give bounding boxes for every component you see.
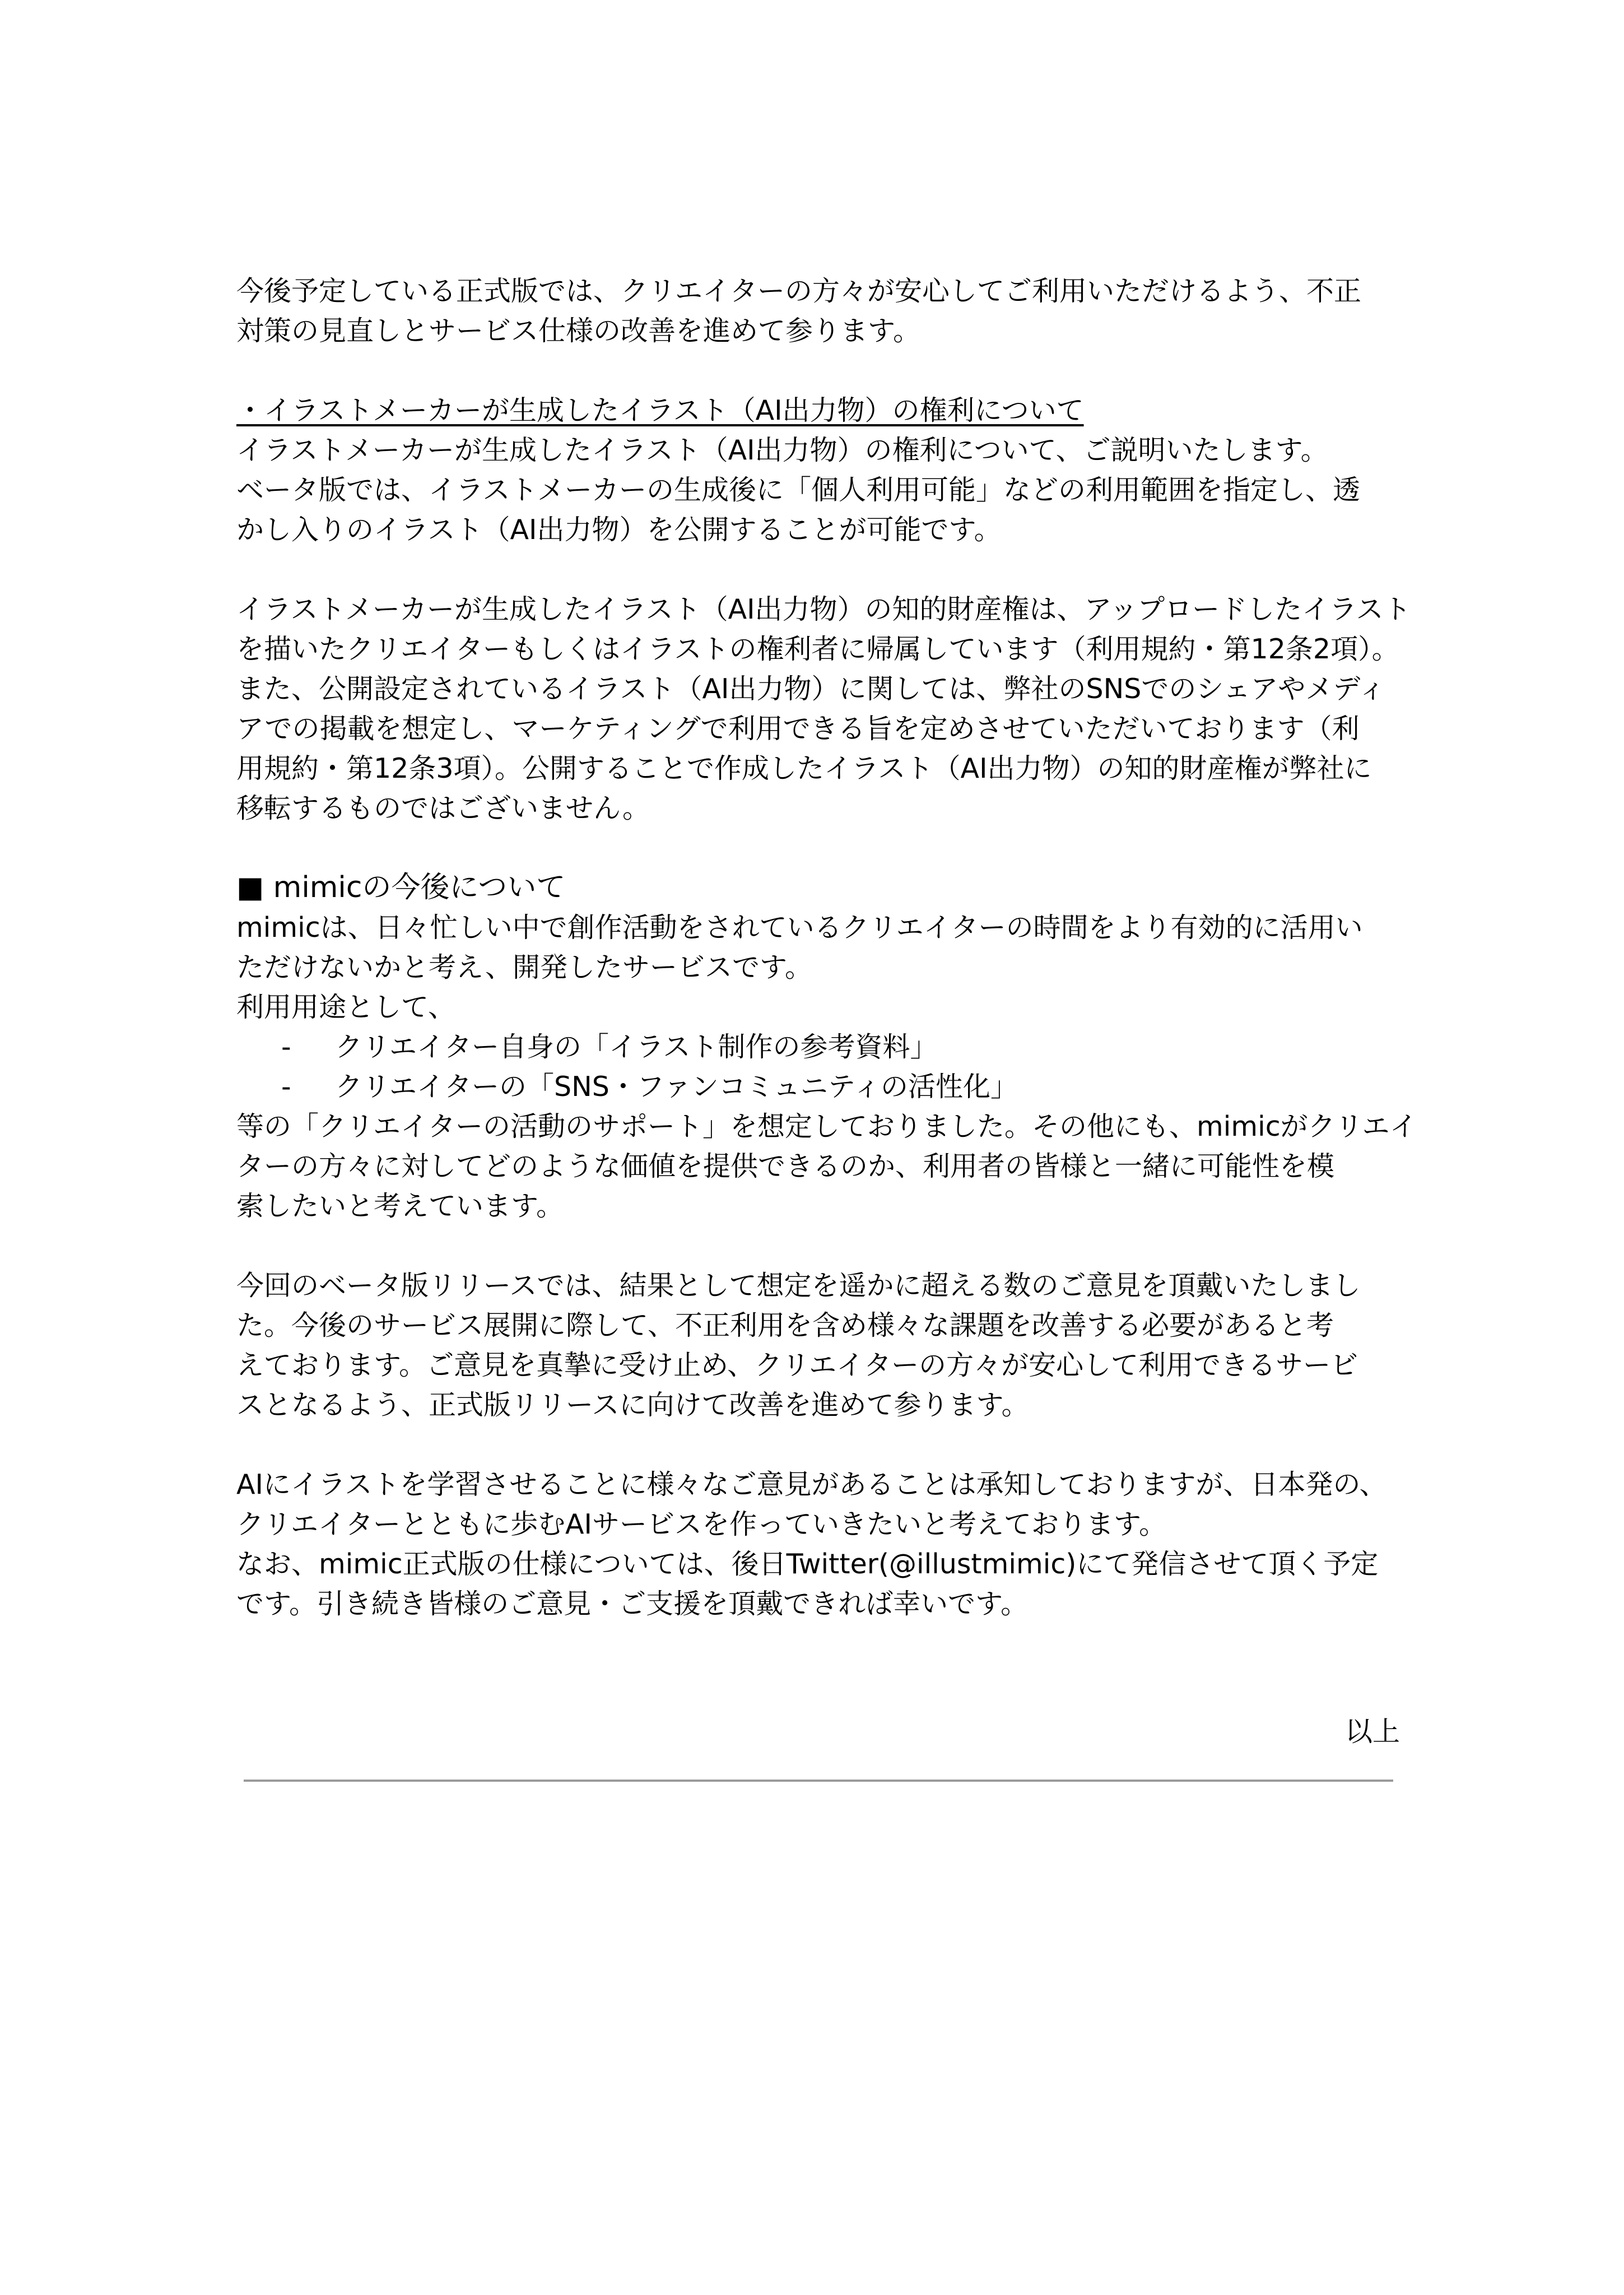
text-line: イラストメーカーが生成したイラスト（AI出力物）の知的財産権は、アップロードしたイラスト xyxy=(236,593,1411,625)
text-line: を描いたクリエイターもしくはイラストの権利者に帰属しています（利用規約・第12条2項）。 xyxy=(236,633,1399,665)
text-line: なお、mimic正式版の仕様については、後日Twitter(@illustmimic)にて発信させて頂く予定 xyxy=(236,1548,1379,1580)
text-line: また、公開設定されているイラスト（AI出力物）に関しては、弊社のSNSでのシェアやメディ xyxy=(236,673,1386,705)
text-line: 索したいと考えています。 xyxy=(236,1190,564,1222)
dash-marker: - xyxy=(281,1031,291,1063)
section-heading: ■ mimicの今後について xyxy=(236,871,566,904)
text-line: ベータ版では、イラストメーカーの生成後に「個人利用可能」などの利用範囲を指定し、透 xyxy=(236,474,1361,506)
text-line: かし入りのイラスト（AI出力物）を公開することが可能です。 xyxy=(236,514,1002,546)
text-line: スとなるよう、正式版リリースに向けて改善を進めて参ります。 xyxy=(236,1389,1029,1421)
text-line: 今後予定している正式版では、クリエイターの方々が安心してご利用いただけるよう、不正 xyxy=(236,275,1362,307)
text-line: アでの掲載を想定し、マーケティングで利用できる旨を定めさせていただいております（利 xyxy=(236,713,1360,745)
text-line: ただけないかと考え、開発したサービスです。 xyxy=(236,951,813,983)
text-line: 等の「クリエイターの活動のサポート」を想定しておりました。その他にも、mimicがクリエイ xyxy=(236,1111,1417,1142)
document-body xyxy=(236,271,1417,1624)
text-line: イラストメーカーが生成したイラスト（AI出力物）の権利について、ご説明いたします。 xyxy=(236,434,1328,466)
text-line: た。今後のサービス展開に際して、不正利用を含め様々な課題を改善する必要があると考 xyxy=(236,1309,1334,1341)
list-item xyxy=(236,1067,1402,1107)
text-line: えております。ご意見を真摯に受け止め、クリエイターの方々が安心して利用できるサービ xyxy=(236,1349,1358,1381)
text-line: 対策の見直しとサービス仕様の改善を進めて参ります。 xyxy=(236,315,921,347)
text-line: 移転するものではございません。 xyxy=(236,792,650,824)
text-line: です。引き続き皆様のご意見・ご支援を頂戴できれば幸いです。 xyxy=(236,1588,1029,1620)
list-item xyxy=(236,1027,1402,1067)
text-line: 今回のベータ版リリースでは、結果として想定を遥かに超える数のご意見を頂戴いたしまし xyxy=(236,1270,1361,1302)
future-section xyxy=(236,868,1417,1624)
text-line: クリエイターとともに歩むAIサービスを作っていきたいと考えております。 xyxy=(236,1508,1167,1540)
list-item-text: クリエイターの「SNS・ファンコミュニティの活性化」 xyxy=(335,1071,1018,1103)
dash-marker: - xyxy=(281,1071,291,1103)
section-heading: ・イラストメーカーが生成したイラスト（AI出力物）の権利について xyxy=(236,394,1084,426)
text-line: 用規約・第12条3項）。公開することで作成したイラスト（AI出力物）の知的財産権が弊社に xyxy=(236,752,1372,784)
rights-section xyxy=(236,391,1411,828)
list-item-text: クリエイター自身の「イラスト制作の参考資料」 xyxy=(335,1031,938,1063)
text-line: 利用用途として、 xyxy=(236,991,456,1023)
horizontal-divider xyxy=(244,1780,1393,1782)
text-line: ターの方々に対してどのような価値を提供できるのか、利用者の皆様と一緒に可能性を模 xyxy=(236,1150,1335,1182)
text-line: AIにイラストを学習させることに様々なご意見があることは承知しておりますが、日本発の、 xyxy=(236,1469,1387,1500)
closing-text: 以上 xyxy=(1344,1716,1400,1748)
intro-paragraph xyxy=(236,271,1402,351)
text-line: mimicは、日々忙しい中で創作活動をされているクリエイターの時間をより有効的に活用い xyxy=(236,912,1363,944)
